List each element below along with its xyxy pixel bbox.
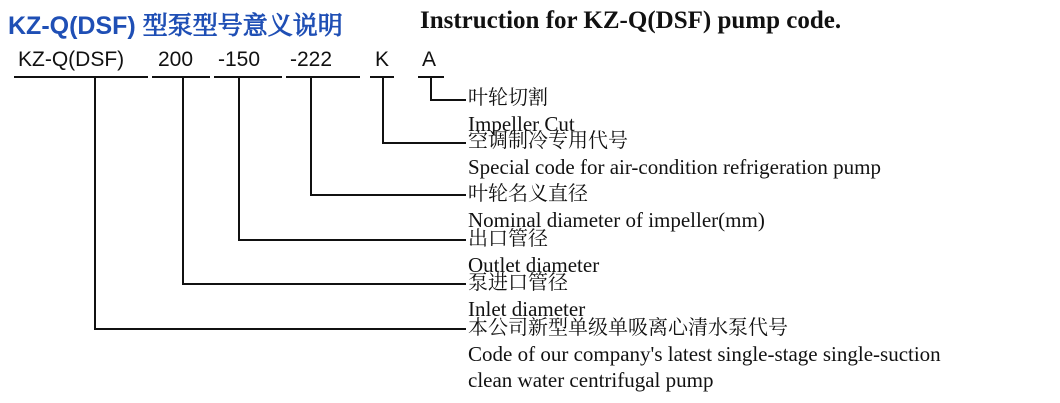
legend-label-cn: 叶轮名义直径: [468, 183, 588, 205]
legend-label-cn: 泵进口管径: [468, 272, 568, 294]
code-token-special-code: K: [375, 48, 390, 71]
code-token-outlet: -150: [218, 48, 261, 71]
legend-item-impeller-diameter: [468, 182, 765, 233]
legend-item-special-code: [468, 129, 881, 180]
legend-item-series-code: [468, 316, 941, 393]
legend-label-en-line2: clean water centrifugal pump: [468, 368, 714, 392]
leader-line-inlet-horizontal: [182, 283, 466, 285]
legend-label-cn: 叶轮切割: [468, 87, 548, 109]
leader-line-series-horizontal: [94, 328, 466, 330]
title-english: Instruction for KZ-Q(DSF) pump code.: [420, 7, 842, 34]
leader-line-inlet-vertical: [182, 76, 184, 284]
title-chinese: KZ-Q(DSF) 型泵型号意义说明: [8, 12, 343, 40]
code-token-inlet: 200: [158, 48, 194, 71]
legend-label-en: Impeller Cut: [468, 112, 575, 136]
leader-line-special-code-vertical: [382, 76, 384, 143]
leader-line-impeller-diameter-horizontal: [310, 194, 466, 196]
legend-label-cn: 出口管径: [468, 228, 548, 250]
legend-label-en: Code of our company's latest single-stage single-suction: [468, 342, 941, 366]
legend-label-en: Outlet diameter: [468, 253, 600, 277]
leader-line-series-vertical: [94, 76, 96, 329]
legend-label-en: Special code for air-condition refrigeration pump: [468, 155, 882, 179]
legend-item-inlet-diameter: [468, 271, 585, 322]
legend-label-en: Nominal diameter of impeller(mm): [468, 208, 765, 232]
code-token-series: KZ-Q(DSF): [18, 48, 125, 71]
legend-label-en: Inlet diameter: [468, 297, 586, 321]
underline-inlet: [152, 76, 210, 78]
leader-line-impeller-diameter-vertical: [310, 76, 312, 195]
underline-series: [14, 76, 148, 78]
legend-label-cn: 本公司新型单级单吸离心清水泵代号: [468, 317, 788, 339]
leader-line-impeller-cut-vertical: [430, 76, 432, 100]
leader-line-special-code-horizontal: [382, 142, 466, 144]
code-token-impeller-cut: A: [422, 48, 437, 71]
code-token-impeller-diameter: -222: [290, 48, 333, 71]
underline-outlet: [214, 76, 282, 78]
leader-line-outlet-vertical: [238, 76, 240, 240]
legend-label-cn: 空调制冷专用代号: [468, 130, 628, 152]
leader-line-impeller-cut-horizontal: [430, 99, 466, 101]
leader-line-outlet-horizontal: [238, 239, 466, 241]
underline-impeller-diameter: [286, 76, 360, 78]
